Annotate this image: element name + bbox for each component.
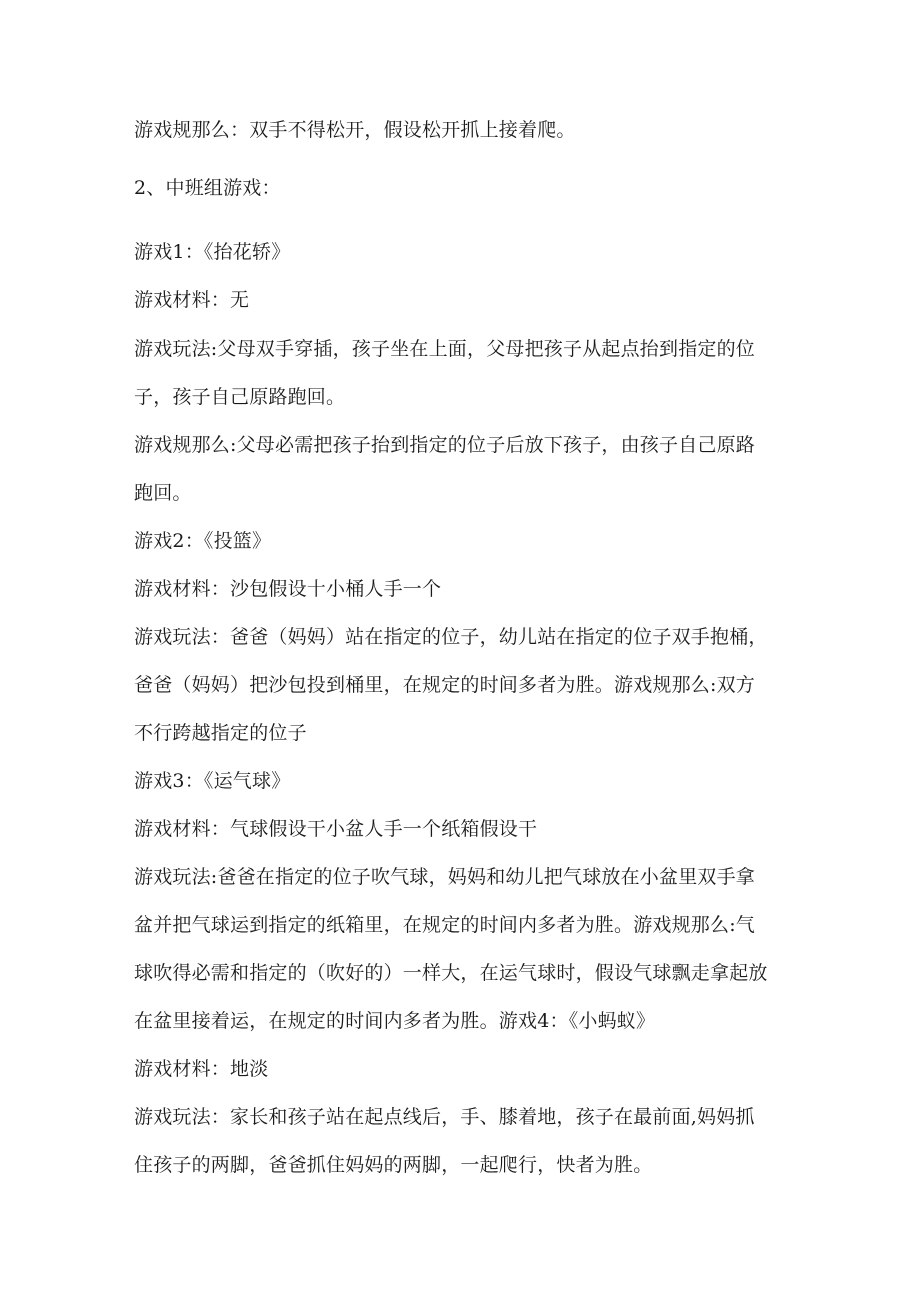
game-method-line: 盆并把气球运到指定的纸箱里，在规定的时间内多者为胜。游戏规那么:气	[134, 914, 756, 936]
game-title: 游戏3：《运气球》	[134, 770, 291, 792]
game-method-line: 子，孩子自己原路跑回。	[134, 386, 346, 408]
rule-text-line: 游戏规那么：双手不得松开，假设松开抓上接着爬。	[134, 119, 576, 141]
game-materials: 游戏材料：无	[134, 289, 250, 311]
game-materials: 游戏材料：地淡	[134, 1058, 269, 1080]
game-materials: 游戏材料：气球假设干小盆人手一个纸箱假设干	[134, 818, 538, 840]
game-title: 游戏2：《投篮》	[134, 530, 272, 552]
game-method-line: 游戏玩法：爸爸（妈妈）站在指定的位子，幼儿站在指定的位子双手抱桶，	[134, 626, 768, 648]
game-method-line: 住孩子的两脚，爸爸抓住妈妈的两脚，一起爬行，快者为胜。	[134, 1154, 653, 1176]
game-rules-line: 游戏规那么:父母必需把孩子抬到指定的位子后放下孩子，由孩子自己原路	[134, 434, 756, 456]
game-rules-line: 在盆里接着运，在规定的时间内多者为胜。游戏4：《小蚂蚁》	[134, 1010, 656, 1032]
game-method-line: 游戏玩法:爸爸在指定的位子吹气球，妈妈和幼儿把气球放在小盆里双手拿	[134, 866, 756, 888]
game-materials: 游戏材料：沙包假设十小桶人手一个	[134, 578, 442, 600]
game-method-line: 爸爸（妈妈）把沙包投到桶里，在规定的时间多者为胜。游戏规那么:双方	[134, 674, 756, 696]
game-title: 游戏1：《抬花轿》	[134, 241, 291, 263]
game-rules-line: 球吹得必需和指定的（吹好的）一样大，在运气球时，假设气球飘走拿起放	[134, 962, 768, 984]
game-rules-line: 不行跨越指定的位子	[134, 722, 307, 744]
game-method-line: 游戏玩法：家长和孩子站在起点线后，手、膝着地，孩子在最前面,妈妈抓	[134, 1106, 755, 1128]
section-heading: 2、中班组游戏：	[134, 177, 281, 199]
game-method-line: 游戏玩法:父母双手穿插，孩子坐在上面，父母把孩子从起点抬到指定的位	[134, 338, 756, 360]
game-rules-line: 跑回。	[134, 482, 192, 504]
